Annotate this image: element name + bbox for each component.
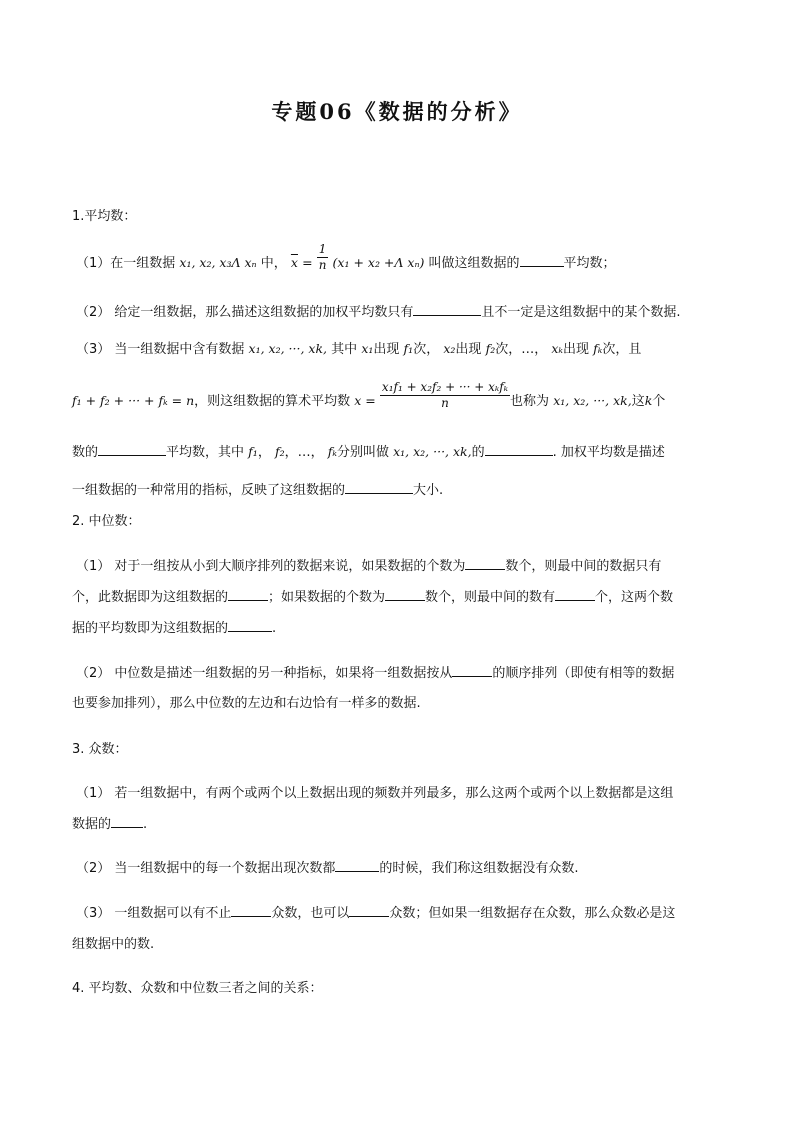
s1-p3-l3-f1: f₁: [248, 444, 258, 459]
s1-p1-eq: =: [302, 255, 313, 270]
s1-p3-l2-k: k: [644, 393, 653, 408]
s1-p1-text-a: （1）在一组数据: [76, 256, 176, 271]
s1-p3-l2-text-a: ，则这组数据的算术平均数: [194, 394, 351, 409]
s1-p3-l3-text-f: 的: [471, 445, 485, 460]
blank-3: [98, 443, 166, 456]
s3-p1-l2-text-a: 数据的: [72, 817, 112, 832]
s1-p2-line: [76, 301, 681, 320]
s1-p3-l3-f2: f₂: [274, 444, 285, 459]
s2-p1-line-2: [72, 586, 673, 605]
s1-p3-l3-fk: fₖ: [327, 444, 337, 459]
s1-p1-line: [76, 242, 616, 273]
s1-p3-l1-fk: fₖ: [593, 341, 603, 356]
s1-p3-l3-text-a: 数的: [72, 445, 99, 460]
s1-p3-l2-fraction: [380, 380, 510, 411]
s1-p1-text-b: 中，: [260, 256, 287, 271]
s1-p3-l1-vars: x₁, x₂, ···, xk,: [248, 341, 328, 356]
s1-p3-l1-text-f: 次，…，: [495, 342, 548, 357]
s1-p3-l3-text-c: ，: [257, 445, 271, 460]
s3-p1-line-1: （1） 若一组数据中，有两个或两个以上数据出现的频数并列最多，那么这两个或两个以上数据都是这组: [76, 786, 674, 801]
s1-p3-l1-f2: f₂: [485, 341, 496, 356]
s2-p1-l2-text-d: 个，这两个数: [595, 590, 674, 605]
blank-9: [555, 588, 595, 601]
s1-p3-l2-frac-den: n: [441, 396, 449, 410]
s2-p2-line-1: [76, 662, 674, 681]
s3-p2-line: [76, 857, 579, 876]
s1-p3-l1-x1: x₁: [361, 341, 374, 356]
s2-p2-line-2: 也要参加排列），那么中位数的左边和右边恰有一样多的数据.: [72, 696, 421, 711]
blank-2: [413, 303, 481, 316]
s1-p3-l2-xbar: x =: [354, 393, 376, 408]
s1-p3-l2-text-c: 这: [631, 394, 645, 409]
s1-p3-l4-text-b: 大小.: [413, 483, 444, 498]
s3-p3-l1-text-b: 众数，也可以: [271, 906, 350, 921]
blank-5: [345, 481, 413, 494]
s1-p3-l1-f1: f₁: [403, 341, 414, 356]
s1-p3-l3-vars: x₁, x₂, ···, xk,: [393, 444, 472, 459]
s1-p3-l1-text-c: 出现: [373, 342, 400, 357]
blank-4: [485, 443, 553, 456]
s1-p1-sum: (x₁ + x₂ +Λ xₙ): [332, 255, 425, 270]
s1-p3-l3-text-d: ，…，: [284, 445, 324, 460]
s1-p3-l2-text-d: 个: [652, 394, 666, 409]
s1-p2-text-b: 且不一定是这组数据中的某个数据.: [481, 305, 681, 320]
s1-p3-line-4: [72, 479, 443, 498]
s1-p3-l4-text-a: 一组数据的一种常用的指标，反映了这组数据的: [72, 483, 346, 498]
s1-p3-line-2: [72, 380, 666, 411]
s1-p1-text-d: 平均数；: [563, 256, 616, 271]
s2-p1-line-1: [76, 555, 661, 574]
s1-p3-l1-text-a: （3） 当一组数据中含有数据: [76, 342, 245, 357]
s3-p3-l1-text-a: （3） 一组数据可以有不止: [76, 906, 232, 921]
s1-p3-l2-frac-num: x₁f₁ + x₂f₂ + ··· + xₖfₖ: [381, 380, 509, 394]
s1-p3-l1-text-d: 次，: [413, 342, 440, 357]
section-3-heading: 3. 众数：: [72, 742, 128, 757]
s2-p2-l1-text-a: （2） 中位数是描述一组数据的另一种指标，如果将一组数据按从: [76, 666, 453, 681]
s1-p2-text-a: （2） 给定一组数据，那么描述这组数据的加权平均数只有: [76, 305, 414, 320]
s2-p1-l1-text-a: （1） 对于一组按从小到大顺序排列的数据来说，如果数据的个数为: [76, 559, 466, 574]
s1-p1-frac-den: n: [318, 258, 327, 272]
section-1-heading: 1.平均数：: [72, 209, 137, 224]
s1-p3-line-1: [76, 338, 641, 357]
blank-7: [228, 588, 268, 601]
s2-p2-l1-text-b: 的顺序排列（即使有相等的数据: [492, 666, 675, 681]
s1-p3-l3-text-e: 分别叫做: [336, 445, 389, 460]
s1-p3-line-3: [72, 441, 665, 460]
s3-p2-text-a: （2） 当一组数据中的每一个数据出现次数都: [76, 861, 336, 876]
blank-1: [520, 254, 564, 267]
s2-p1-line-3: [72, 617, 276, 636]
s2-p1-l2-text-c: 数个，则最中间的数有: [425, 590, 556, 605]
blank-15: [349, 904, 389, 917]
s2-p1-l2-text-a: 个，此数据即为这组数据的: [72, 590, 229, 605]
blank-13: [335, 859, 379, 872]
blank-8: [385, 588, 425, 601]
s1-p3-l1-text-g: 出现: [562, 342, 589, 357]
s2-p1-l2-text-b: ；如果数据的个数为: [268, 590, 386, 605]
s1-p3-l1-text-h: 次，且: [602, 342, 642, 357]
page-title: 专题06《数据的分析》: [271, 99, 523, 124]
section-4-heading: 4. 平均数、众数和中位数三者之间的关系：: [72, 981, 323, 996]
section-2-heading: 2. 中位数：: [72, 514, 141, 529]
s1-p3-l2-sum: f₁ + f₂ + ··· + fₖ = n: [72, 393, 195, 408]
s3-p3-line-1: [76, 902, 675, 921]
s1-p1-frac-num: 1: [318, 242, 327, 256]
blank-11: [452, 664, 492, 677]
blank-6: [465, 557, 505, 570]
s2-p1-l1-text-b: 数个，则最中间的数据只有: [505, 559, 662, 574]
blank-10: [228, 619, 272, 632]
s1-p3-l1-x2: x₂: [443, 341, 456, 356]
s3-p2-text-b: 的时候，我们称这组数据没有众数.: [379, 861, 579, 876]
s1-p3-l3-text-b: 平均数，其中: [166, 445, 245, 460]
s3-p1-line-2: [72, 813, 147, 832]
s1-p1-fraction: [317, 242, 329, 273]
blank-12: [111, 815, 143, 828]
s3-p1-l2-text-b: .: [143, 817, 148, 832]
s3-p3-l1-text-c: 众数；但如果一组数据存在众数，那么众数必是这: [389, 906, 676, 921]
s1-p3-l2-vars: x₁, x₂, ···, xk,: [553, 393, 632, 408]
s1-p1-vars: x₁, x₂, x₃Λ xₙ: [179, 255, 257, 270]
s1-p1-text-c: 叫做这组数据的: [428, 256, 520, 271]
s3-p3-line-2: 组数据中的数.: [72, 937, 155, 952]
s1-p3-l1-text-e: 出现: [455, 342, 482, 357]
s1-p3-l3-text-g: . 加权平均数是描述: [552, 445, 665, 460]
s2-p1-l3-text-b: .: [272, 621, 277, 636]
blank-14: [231, 904, 271, 917]
s1-p3-l2-text-b: 也称为: [510, 394, 550, 409]
s1-p3-l1-text-b: 其中: [331, 342, 358, 357]
s1-p3-l1-xk: xₖ: [551, 341, 563, 356]
s2-p1-l3-text-a: 据的平均数即为这组数据的: [72, 621, 229, 636]
s1-p1-xbar: $\overline{x}$: [290, 255, 298, 270]
